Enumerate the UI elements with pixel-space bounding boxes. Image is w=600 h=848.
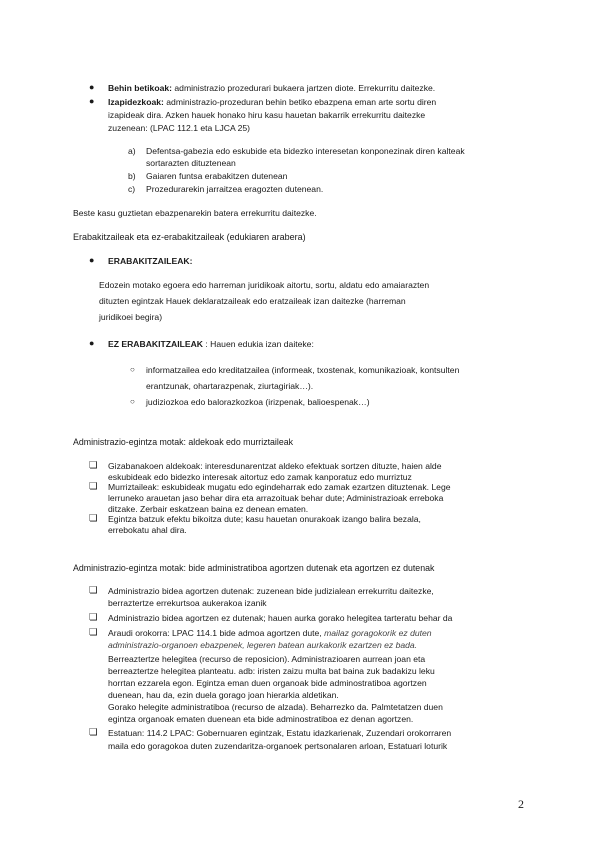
sublist-item: Prozedurarekin jarraitzea eragozten dutenean. [146,184,324,194]
list-item-line: berraztertze errekurtsoa aukerakoa izanik [108,598,267,608]
term-label: Behin betikoak: [108,83,172,93]
list-item-line: ditzake. Zerbair eskatzean baina ez denean ematen. [108,504,309,514]
sublist-item-line: erantzunak, ohartarazpenak, ziurtagiriak…). [146,381,314,391]
list-item-line: Gorako helegite administratiboa (recurso de alzada). Beharrezko da. Palmtetatzen duen [108,702,443,712]
circle-bullet-icon: ○ [130,365,135,374]
sublist-item: informatzailea edo kreditatzailea (informeak, txostenak, komunikazioak, kontsulten [146,365,460,375]
section-heading: Erabakitzaileak eta ez-erabakitzaileak (edukiaren arabera) [73,232,306,242]
sublist-item: Defentsa-gabezia edo eskubide eta bidezko interesetan konponezinak diren kalteak [146,146,465,156]
list-item [108,83,435,93]
sublist-marker: c) [128,184,136,194]
list-item-italic-line: administrazio-organoen ebazpenek, legeren batean aurkakorik ezartzen ez bada. [108,640,418,650]
list-item: Administrazio bidea agortzen ez dutenak; hauen aurka gorako helegitea tarteratu behar da [108,613,453,623]
list-item-line: berreaztertze helegitea planteatu. adb: iristen zaizu multa bat baina zuk badakizu leku [108,666,435,676]
section-heading: Administrazio-egintza motak: aldekoak edo murriztaileak [73,437,294,447]
term-label: Izapidezkoak: [108,97,164,107]
sublist-marker: b) [128,171,136,181]
paragraph-line: Edozein motako egoera edo harreman juridikoak aitortu, sortu, aldatu edo amaiarazten [99,280,430,290]
term-label: EZ ERABAKITZAILEAK [108,339,204,349]
checkbox-bullet-icon: ❏ [89,481,98,492]
paragraph: Beste kasu guztietan ebazpenarekin batera errekurritu daitezke. [73,208,317,218]
term-text-line: izapideak dira. Azken hauek honako hiru kasu hauetan bakarrik errekurritu daitezke [108,110,426,120]
sublist-marker: a) [128,146,136,156]
list-item-line: lerruneko arauetan jaso behar dira eta arrazoituak behar dute; Administrazioak erreboka [108,493,444,503]
list-item-line: egintza organoak ematen duenean eta bide adminostratiboa ez denan agortzen. [108,714,414,724]
checkbox-bullet-icon: ❏ [89,627,98,638]
term-text: : Hauen edukia izan daiteke: [203,339,314,349]
bullet-icon: ● [89,338,95,348]
list-item [108,628,432,638]
list-item-line: duenean, hau da, ezin duela gorago joan hierarkia aldetikan. [108,690,339,700]
list-item-line: Berreaztertze helegitea (recurso de reposicion). Administrazioaren aurrean joan eta [108,654,426,664]
list-item: Estatuan: 114.2 LPAC: Gobernuaren egintzak, Estatu idazkarienak, Zuzendari orokorraren [108,728,452,738]
bullet-icon: ● [89,82,95,92]
paragraph-line: dituzten egintzak Hauek deklaratzaileak edo eratzaileak izan daitezke (harreman [99,296,406,306]
list-item: Gizabanakoen aldekoak: interesdunarentzat aldeko efektuak sortzen dituzte, haien alde [108,461,442,471]
circle-bullet-icon: ○ [130,397,135,406]
page-number: 2 [518,797,524,811]
term-label: ERABAKITZAILEAK: [108,256,193,266]
checkbox-bullet-icon: ❏ [89,585,98,596]
sublist-item-line: sortarazten dituztenean [146,158,236,168]
list-item: Administrazio bidea agortzen dutenak: zuzenean bide judizialean errekurritu daitezke, [108,586,434,596]
sublist-item: Gaiaren funtsa erabakitzen dutenean [146,171,288,181]
sublist-item: judiziozkoa edo balorazkozkoa (irizpenak, balioespenak…) [146,397,370,407]
section-heading: Administrazio-egintza motak: bide administratiboa agortzen dutenak eta agortzen ez dutenak [73,563,435,573]
bullet-icon: ● [89,255,95,265]
list-item: Murriztaileak: eskubideak mugatu edo egindeharrak edo zamak ezartzen dituztenak. Lege [108,482,451,492]
list-item-line: eskubideak edo bidezko interesak aitortuz edo zamak kanporatuz edo murriztuz [108,472,412,482]
list-item-text: Araudi orokorra: LPAC 114.1 bide admoa agortzen dute, [108,628,325,638]
term-text: administrazio prozedurari bukaera jartzen diote. Errekurritu daitezke. [172,83,436,93]
checkbox-bullet-icon: ❏ [89,612,98,623]
list-item-line: maila edo goragokoa duten zuzendaritza-organoek pertsonalaren arloan, Estatuari loturik [108,741,448,751]
bullet-icon: ● [89,96,95,106]
list-item-line: errebokatu ahal dira. [108,525,187,535]
list-item-italic: mailaz goragokorik ez duten [324,628,432,638]
checkbox-bullet-icon: ❏ [89,460,98,471]
term-text: administrazio-prozeduran behin betiko ebazpena eman arte sortu diren [163,97,437,107]
list-item-line: horrtan ezzarela egon. Egintza eman duen organoak bide adminostratiboa agortzen [108,678,427,688]
paragraph-line: juridikoei begira) [99,312,163,322]
term-text-line: zuzenean: (LPAC 112.1 eta LJCA 25) [108,123,251,133]
list-item [108,97,436,107]
checkbox-bullet-icon: ❏ [89,727,98,738]
checkbox-bullet-icon: ❏ [89,513,98,524]
list-item: Egintza batzuk efektu bikoitza dute; kasu hauetan onurakoak izango balira bezala, [108,514,421,524]
list-item [108,339,314,349]
